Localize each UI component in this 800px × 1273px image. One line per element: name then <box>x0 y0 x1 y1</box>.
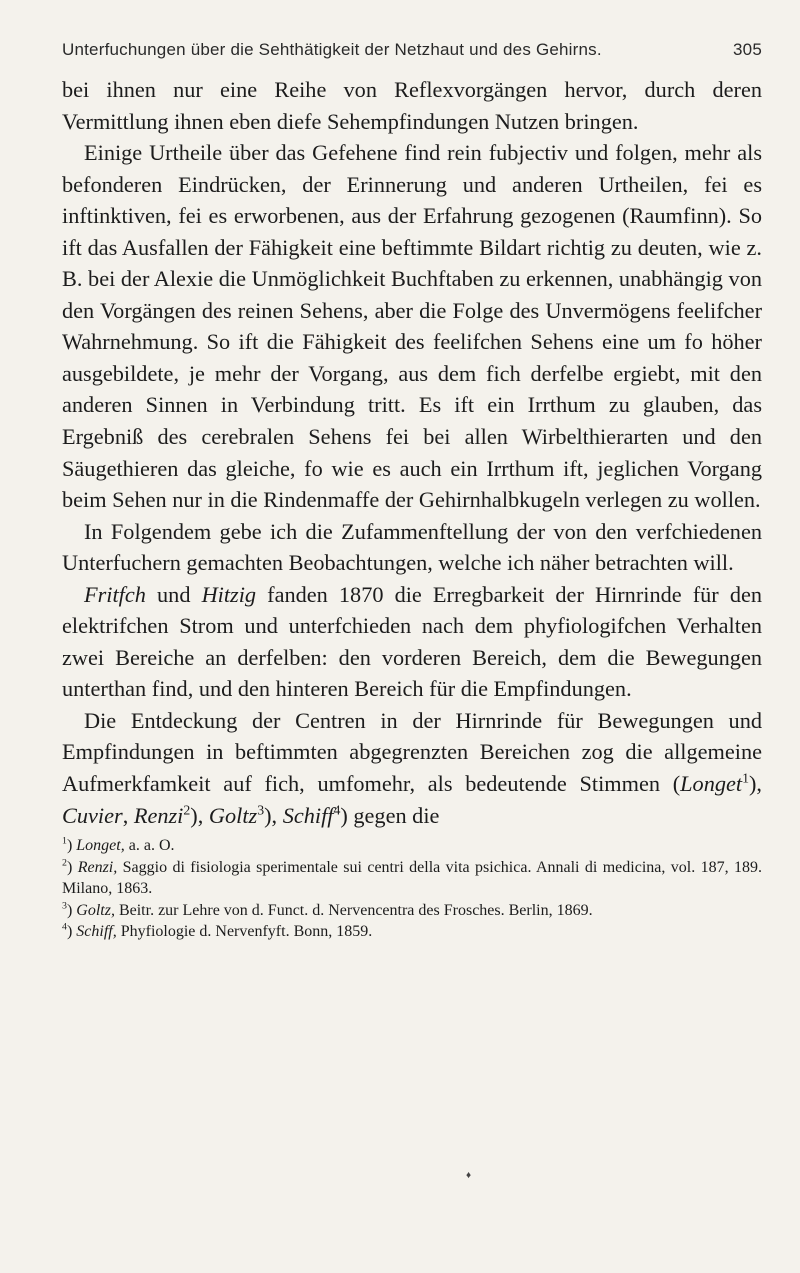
book-page <box>62 40 762 943</box>
author-hitzig: Hitzig <box>201 581 257 607</box>
footnote-number: 1 <box>62 835 67 847</box>
author-longet: Longet <box>680 771 743 797</box>
author-fritsch: Fritfch <box>84 581 146 607</box>
footnote-ref-2: 2 <box>183 802 191 818</box>
printer-mark-icon: ♦ <box>466 1170 472 1181</box>
running-title: Unterfuchungen über die Sehthätigkeit der Netzhaut und des Gehirns. <box>62 40 602 59</box>
footnote-author: Renzi, <box>77 858 118 876</box>
running-head <box>62 40 762 60</box>
footnote-ref-3: 3 <box>257 802 265 818</box>
footnote-text: Beitr. zur Lehre von d. Funct. d. Nervencentra des Frosches. Berlin, 1869. <box>114 901 593 919</box>
page-number: 305 <box>733 40 762 59</box>
footnote: $^3$) Goltz, Beitr. zur Lehre von d. Funct. d. Nervencentra des Frosches. Berlin, 1869. <box>62 900 593 919</box>
footnote-number: 2 <box>62 857 67 869</box>
footnote-author: Goltz, <box>76 901 115 919</box>
footnote-ref-1: 1 <box>742 770 749 786</box>
paragraph-4-text: fanden 1870 die Erregbarkeit der Hirnrinde für den elektrifchen Strom und unterfchieden nach dem phyfiologifchen Verhalten zwei Bereiche an derfelben: den vorderen Bereich, dem die Bewegungen unterthan find, und den hinteren Bereich für die Empfindungen. <box>62 581 763 702</box>
separator: , <box>122 802 134 828</box>
footnote-author: Schiff, <box>76 923 117 941</box>
paragraph-1: bei ihnen nur eine Reihe von Reflexvorgängen hervor, durch deren Vermittlung ihnen eben diefe Sehempfindungen Nutzen bringen. <box>62 77 762 134</box>
footnotes <box>62 835 762 943</box>
author-renzi: Renzi <box>133 802 184 828</box>
footnote: $^4$) Schiff, Phyfiologie d. Nervenfyft. Bonn, 1859. <box>62 921 373 941</box>
footnote-text: Phyfiologie d. Nervenfyft. Bonn, 1859. <box>116 923 373 941</box>
footnote-author: Longet, <box>76 837 125 855</box>
footnote-number: 4 <box>62 921 67 933</box>
paragraph-2: Einige Urtheile über das Gefehene find rein fubjectiv und folgen, mehr als befonderen Eindrücken, der Erinnerung und anderen Urtheilen, fei es inftinktiven, fei es erworbenen, aus der Erfahrung gezogenen (Raumfinn). So ift das Ausfallen der Fähigkeit eine beftimmte Bildart richtig zu deuten, wie z. B. bei der Alexie die Unmöglichkeit Buchftaben zu erkennen, unabhängig von den Vorgängen des reinen Sehens, aber die Folge des Unvermögens feelifcher Wahrnehmung. So ift die Fähigkeit des feelifchen Sehens eine um fo höher ausgebildete, je mehr der Vorgang, aus dem fich derfelbe ergiebt, mit den anderen Sinnen in Verbindung tritt. Es ift ein Irrthum zu glauben, das Ergebniß des cerebralen Sehens fei bei allen Wirbelthierarten und den Säugethieren das gleiche, fo wie es auch ein Irrthum ift, jeglichen Vorgang beim Sehen nur in die Rindenmaffe der Gehirnhalbkugeln verlegen zu wollen. <box>62 140 762 513</box>
paragraph-5-end: ) gegen die <box>340 802 440 828</box>
author-goltz: Goltz <box>208 802 258 828</box>
conjunction: und <box>145 581 202 607</box>
footnote-number: 3 <box>62 900 67 912</box>
footnote-text: a. a. O. <box>124 837 175 855</box>
footnote: $^1$) Longet, a. a. O. <box>62 835 175 855</box>
footnote: $^2$) Renzi, Saggio di fisiologia sperimentale sui centri della vita psichica. Annali di medicina, vol. 187, 189. Milano, 1863. <box>62 857 763 898</box>
paragraph-4 <box>62 579 762 705</box>
footnote-text: Saggio di fisiologia sperimentale sui centri della vita psichica. Annali di medicina, vol. 187, 189. Milano, 1863. <box>62 858 763 898</box>
paragraph-3: In Folgendem gebe ich die Zufammenftellung der von den verfchiedenen Unterfuchern gemachten Beobachtungen, welche ich näher betrachten will. <box>62 518 762 576</box>
author-cuvier: Cuvier <box>62 802 123 828</box>
author-schiff: Schiff <box>282 802 334 828</box>
separator: ), <box>749 771 762 797</box>
paragraph-5-text: Die Entdeckung der Centren in der Hirnrinde für Bewegungen und Empfindungen in beftimmten abgegrenzten Bereichen zog die allgemeine Aufmerkfamkeit auf fich, umfomehr, als bedeutende Stimmen ( <box>62 707 762 797</box>
body-text <box>62 74 762 831</box>
footnote-ref-4: 4 <box>333 802 341 818</box>
separator: ), <box>264 802 283 828</box>
separator: ), <box>190 802 209 828</box>
paragraph-5 <box>62 705 762 831</box>
